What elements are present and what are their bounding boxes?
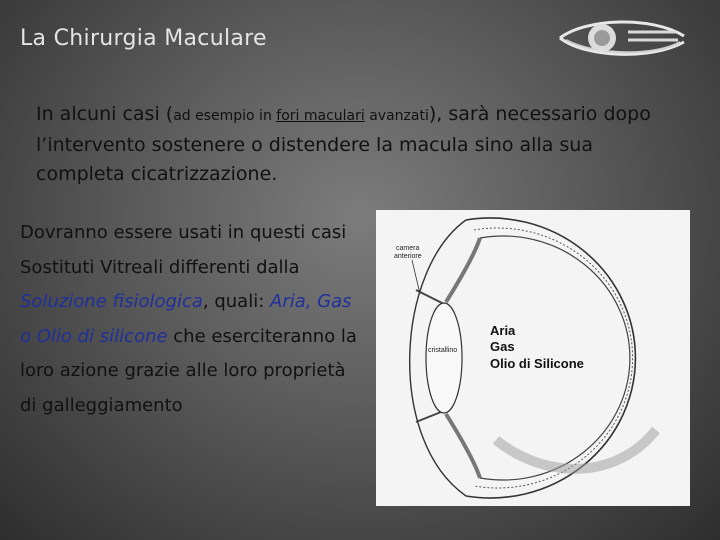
label-camera-anteriore-1: camera [396, 245, 420, 252]
lower-shading [496, 430, 656, 469]
body-text-1: Dovranno essere usati in questi casi Sostituti Vitreali differenti dalla [20, 222, 347, 278]
label-cristallino: cristallino [428, 347, 458, 354]
intro-underlined-term: fori maculari [276, 108, 365, 124]
label-gas: Gas [490, 339, 515, 354]
body-text-3: che eserciteranno la loro azione grazie alle loro proprietà di galleggiamento [20, 325, 357, 416]
saline-solution-term: Soluzione fisiologica [20, 291, 203, 312]
intro-example-text-end: avanzati [364, 108, 429, 124]
intro-text-1: In alcuni casi ( [36, 103, 174, 125]
intro-text-2: ), sarà necessario dopo l’intervento sostenere o distendere la macula sino alla sua completa cicatrizzazione. [36, 103, 651, 185]
eye-diagram [376, 210, 690, 506]
eye-logo-icon [556, 12, 688, 64]
substitutes-paragraph [20, 216, 360, 423]
body-text-2: , quali: [202, 291, 271, 312]
ciliary-top [446, 238, 480, 302]
label-aria: Aria [490, 323, 516, 338]
substitutes-list: Aria, Gas o Olio di silicone [20, 291, 352, 347]
intro-paragraph [36, 100, 676, 189]
label-olio: Olio di Silicone [490, 356, 584, 371]
slide-title: La Chirurgia Maculare [20, 26, 267, 51]
label-camera-anteriore-2: anteriore [394, 253, 422, 260]
ciliary-bottom [446, 414, 480, 478]
lens-shape [426, 303, 462, 413]
intro-example-text: ad esempio in [173, 108, 277, 124]
iris-top [416, 290, 446, 305]
